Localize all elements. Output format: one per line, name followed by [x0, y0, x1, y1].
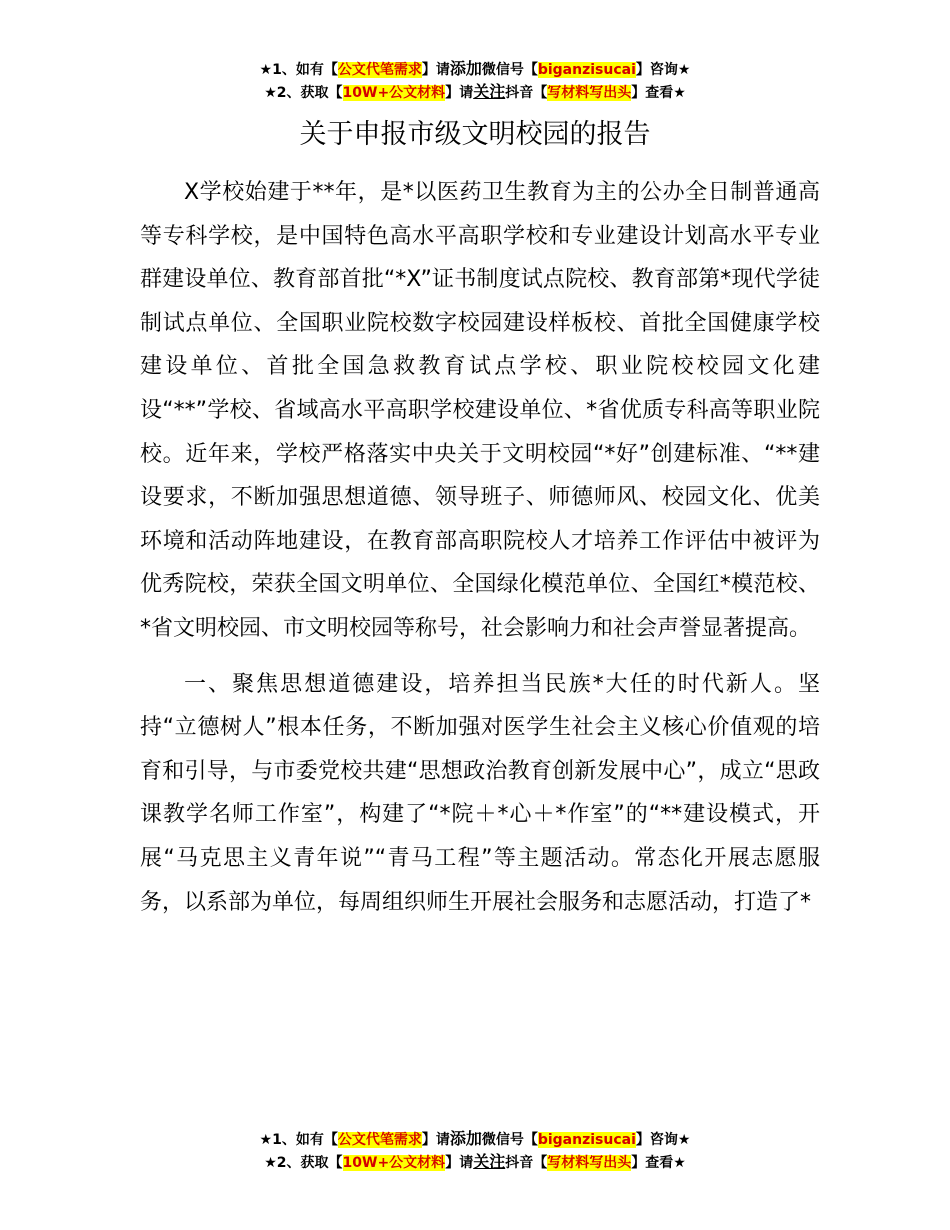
promo-text: 2、获取 — [276, 85, 329, 101]
star-icon: ★ — [673, 1155, 686, 1171]
promo-text: 请 — [435, 1132, 450, 1148]
bracket: 】 — [635, 1132, 650, 1148]
promo-text: 1、如有 — [272, 62, 324, 78]
bracket: 】 — [631, 1155, 646, 1171]
promo-text: 2、获取 — [276, 1155, 329, 1171]
promo-emphasis: 添加 — [449, 59, 482, 78]
bracket: 【 — [523, 1132, 538, 1148]
promo-banner-bottom — [0, 1128, 950, 1174]
star-icon: ★ — [259, 1132, 273, 1148]
promo-text: 抖音 — [505, 85, 534, 101]
wechat-id: biganzisucai — [537, 1132, 636, 1148]
promo-text: 1、如有 — [272, 1132, 324, 1148]
promo-highlight: 10W+公文材料 — [342, 85, 446, 101]
douyin-id: 写材料写出头 — [547, 85, 632, 101]
promo-banner-top — [0, 58, 950, 104]
document-title: 关于申报市级文明校园的报告 — [299, 119, 651, 150]
promo-text: 请 — [435, 62, 450, 78]
star-icon: ★ — [677, 1132, 691, 1148]
star-icon: ★ — [259, 62, 273, 78]
paragraph-section-1: 一、聚焦思想道德建设，培养担当民族*大任的时代新人。坚持“立德树人”根本任务，不断加强对医学生社会主义核心价值观的培育和引导，与市委党校共建“思想政治教育创新发展中心”，成立“思政课教学名师工作室”，构建了“*院＋*心＋*作室”的“**建设模式，开展“马克思主义青年说”“青马工程”等主题活动。常态化开展志愿服务，以系部为单位，每周组织师生开展社会服务和志愿活动，打造了* — [140, 671, 820, 915]
bracket: 【 — [323, 1132, 338, 1148]
bracket: 】 — [445, 85, 460, 101]
douyin-id: 写材料写出头 — [547, 1155, 632, 1171]
bracket: 【 — [523, 62, 538, 78]
bracket: 【 — [533, 1155, 548, 1171]
promo-text: 咨询 — [649, 62, 678, 78]
paragraph-intro: X学校始建于**年，是*以医药卫生教育为主的公办全日制普通高等专科学校，是中国特色高水平高职学校和专业建设计划高水平专业群建设单位、教育部首批“*X”证书制度试点院校、教育部第*现代学徒制试点单位、全国职业院校数字校园建设样板校、首批全国健康学校建设单位、首批全国急救教育试点学校、职业院校校园文化建设“**”学校、省域高水平高职学校建设单位、*省优质专科高等职业院校。近年来，学校严格落实中央关于文明校园“*好”创建标准、“**建设要求，不断加强思想道德、领导班子、师德师风、校园文化、优美环境和活动阵地建设，在教育部高职院校人才培养工作评估中被评为优秀院校，荣获全国文明单位、全国绿化模范单位、全国红*模范校、*省文明校园、市文明校园等称号，社会影响力和社会声誉显著提高。 — [140, 180, 820, 641]
promo-text: 微信号 — [481, 1132, 524, 1148]
promo-text: 请 — [459, 85, 474, 101]
star-icon: ★ — [677, 62, 691, 78]
promo-text: 查看 — [645, 85, 674, 101]
promo-text: 请 — [459, 1155, 474, 1171]
star-icon: ★ — [264, 85, 277, 101]
promo-line-1 — [0, 58, 950, 81]
star-icon: ★ — [673, 85, 686, 101]
bracket: 【 — [328, 1155, 343, 1171]
promo-emphasis: 添加 — [449, 1129, 482, 1148]
promo-text: 查看 — [645, 1155, 674, 1171]
promo-text: 咨询 — [649, 1132, 678, 1148]
bracket: 】 — [421, 1132, 436, 1148]
promo-line-2 — [0, 1151, 950, 1174]
bracket: 【 — [533, 85, 548, 101]
bracket: 【 — [323, 62, 338, 78]
promo-emphasis: 关注 — [473, 1152, 506, 1171]
promo-highlight: 公文代笔需求 — [337, 1132, 422, 1148]
promo-line-1 — [0, 1128, 950, 1151]
wechat-id: biganzisucai — [537, 62, 636, 78]
promo-highlight: 10W+公文材料 — [342, 1155, 446, 1171]
bracket: 】 — [421, 62, 436, 78]
promo-text: 微信号 — [481, 62, 524, 78]
bracket: 】 — [445, 1155, 460, 1171]
bracket: 】 — [631, 85, 646, 101]
document-body — [140, 171, 820, 924]
promo-emphasis: 关注 — [473, 82, 506, 101]
star-icon: ★ — [264, 1155, 277, 1171]
promo-highlight: 公文代笔需求 — [337, 62, 422, 78]
bracket: 【 — [328, 85, 343, 101]
promo-line-2 — [0, 81, 950, 104]
bracket: 】 — [635, 62, 650, 78]
promo-text: 抖音 — [505, 1155, 534, 1171]
